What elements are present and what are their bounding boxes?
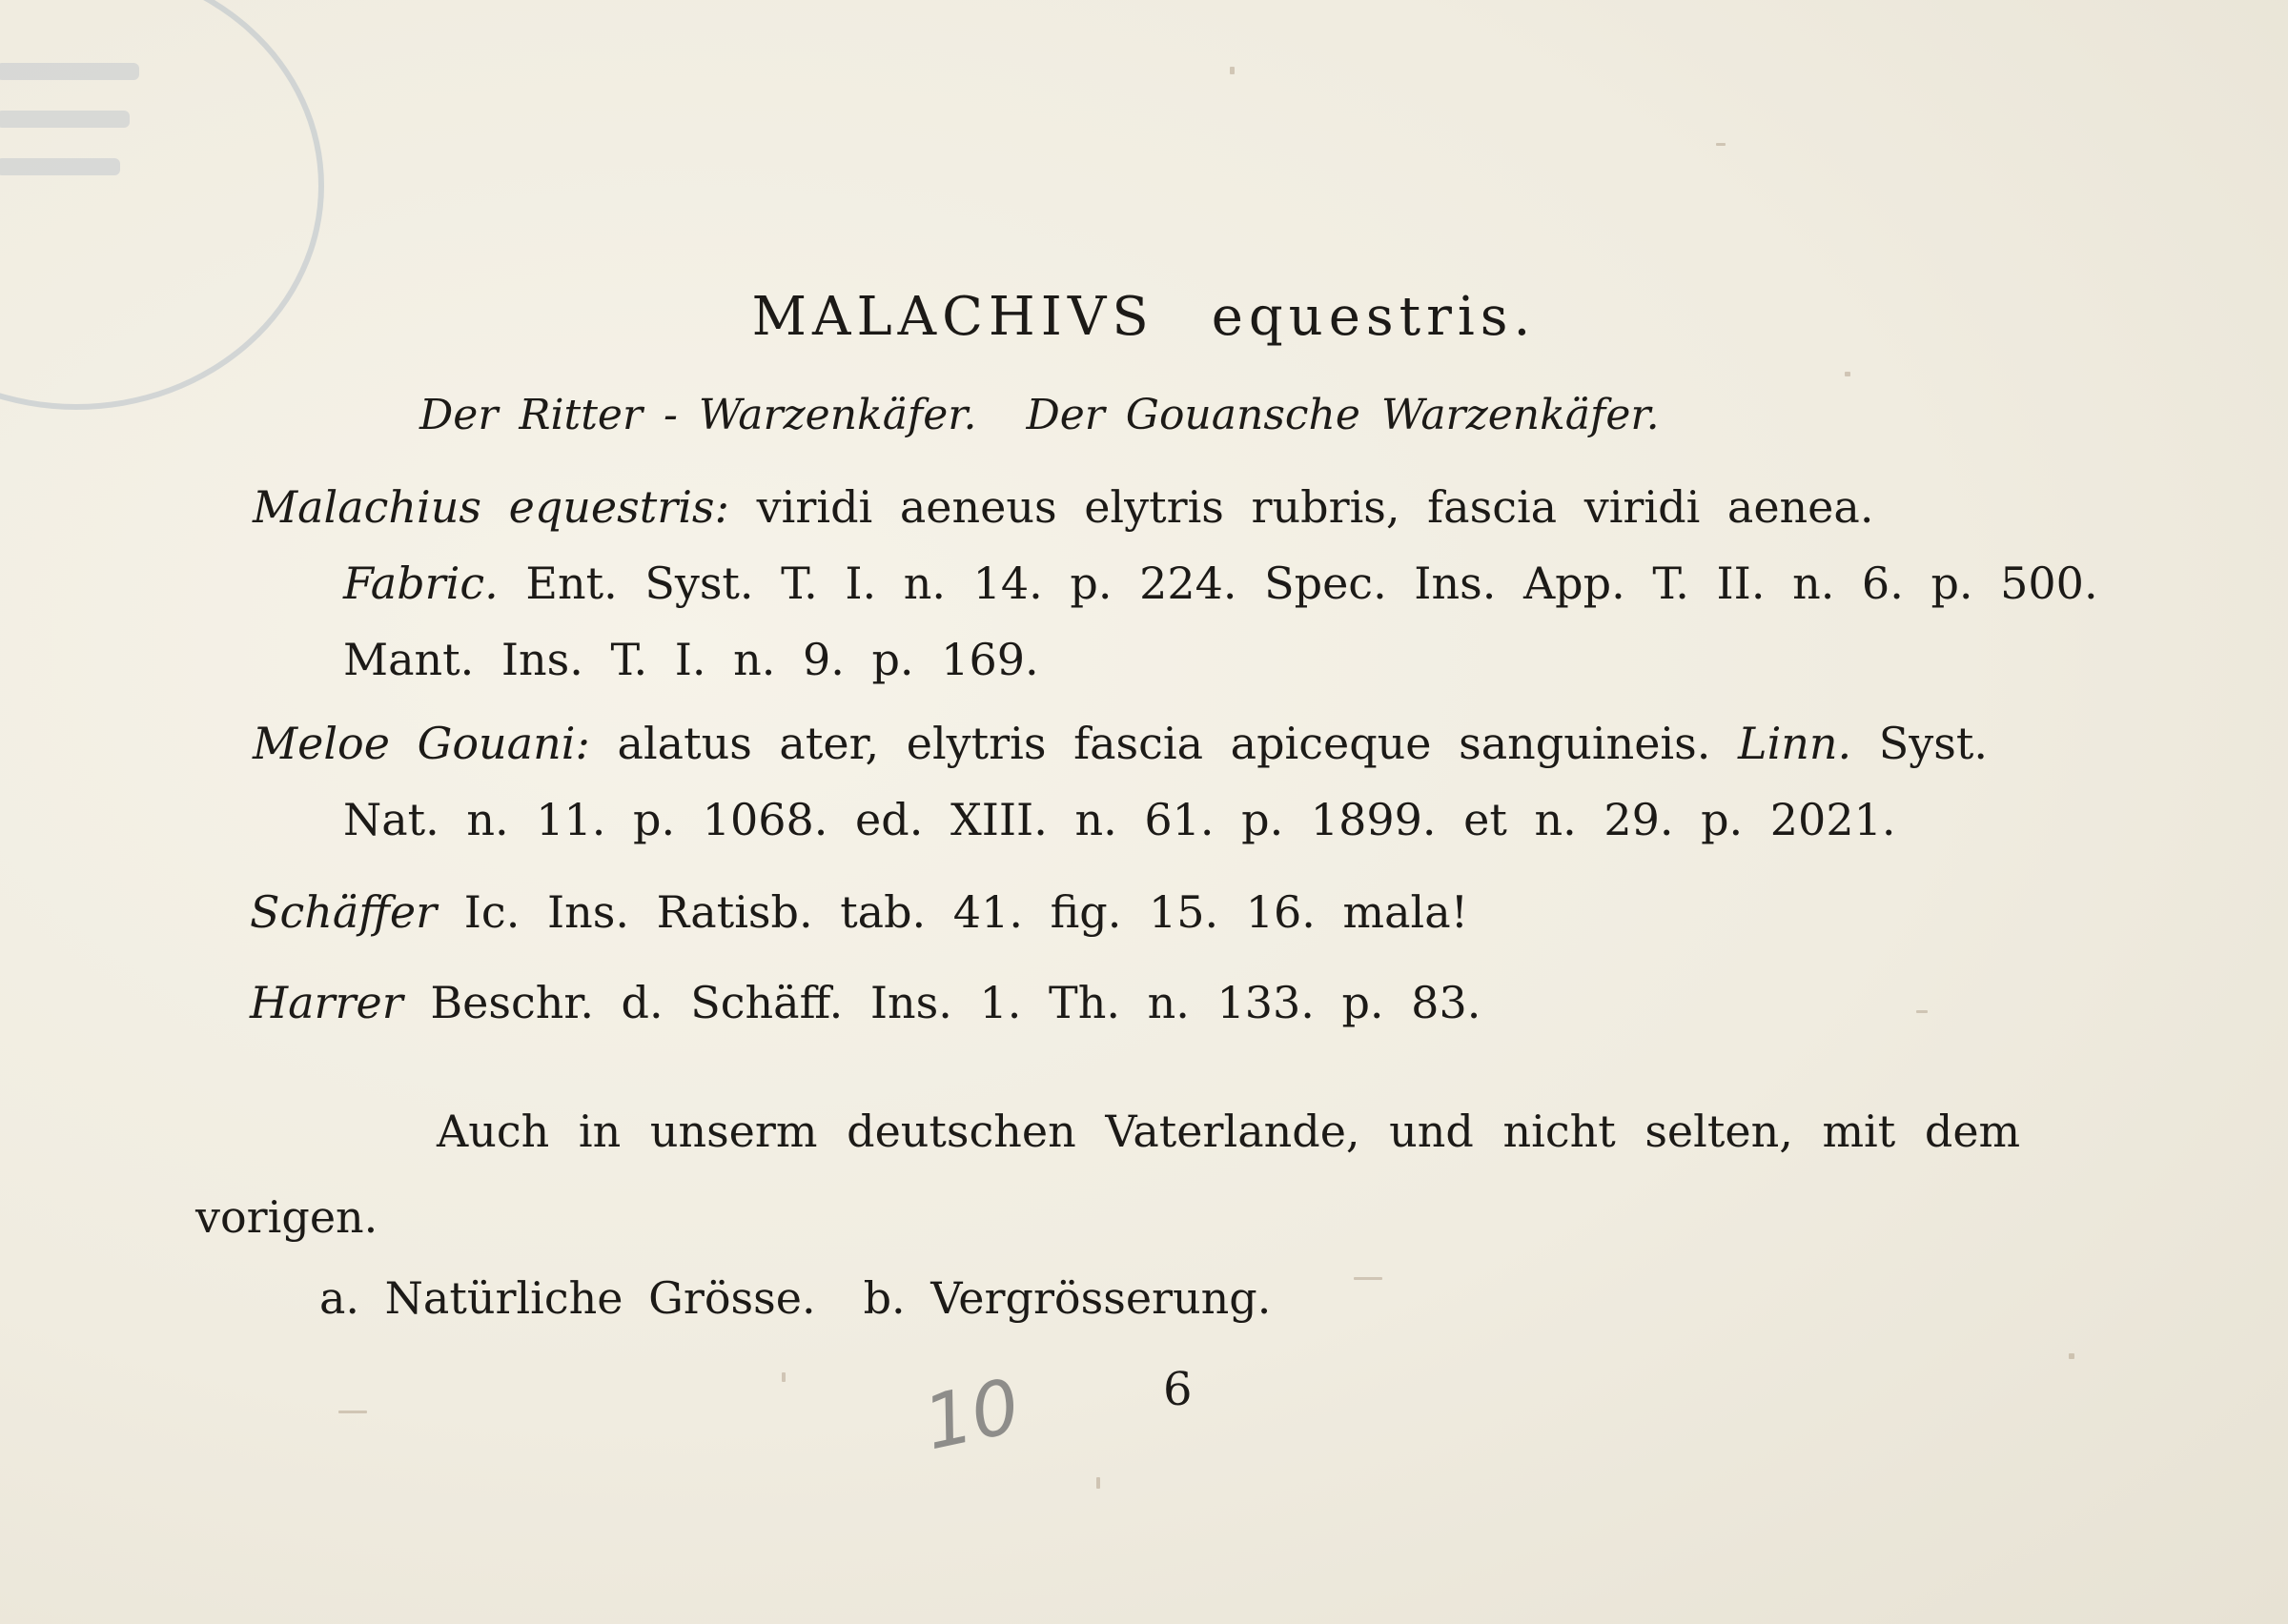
caption-magnification: b. Vergrösserung. — [863, 1272, 1272, 1324]
page-number: 6 — [1163, 1363, 1193, 1416]
author-name: Harrer — [250, 977, 403, 1028]
stamp-text-line — [0, 63, 139, 80]
synonymy-entry — [343, 558, 2098, 609]
pencil-annotation: 10 — [916, 1363, 1028, 1468]
synonymy-entry — [253, 718, 1988, 769]
paper-fleck — [1230, 67, 1235, 74]
paper-fleck — [1716, 143, 1726, 146]
entry-text: Nat. n. 11. p. 1068. ed. XIII. n. 61. p. 1899. et n. 29. p. 2021. — [343, 794, 1896, 845]
figure-caption — [319, 1272, 1271, 1324]
body-text-line: Auch in unserm deutschen Vaterlande, und nicht selten, mit dem — [437, 1106, 2021, 1157]
stamp-text-line — [0, 158, 120, 175]
common-name-first: Der Ritter - Warzenkäfer. — [419, 391, 977, 439]
paper-fleck — [782, 1372, 786, 1382]
paper-fleck — [338, 1411, 367, 1413]
entry-text: alatus ater, elytris fascia apiceque sanguineis. — [617, 718, 1711, 769]
taxon-name: Meloe Gouani: — [253, 718, 590, 769]
body-text-line: vorigen. — [195, 1191, 378, 1243]
paper-fleck — [1354, 1277, 1382, 1280]
taxon-name: Malachius equestris: — [253, 481, 730, 533]
entry-text: Mant. Ins. T. I. n. 9. p. 169. — [343, 634, 1039, 685]
entry-text: Beschr. d. Schäff. Ins. 1. Th. n. 133. p. 83. — [430, 977, 1481, 1028]
genus-name: MALACHIVS — [751, 286, 1154, 348]
entry-text: viridi aeneus elytris rubris, fascia viridi aenea. — [756, 481, 1874, 533]
library-stamp — [0, 0, 324, 410]
species-epithet: equestris. — [1211, 286, 1537, 348]
paper-fleck — [2069, 1353, 2074, 1359]
synonymy-entry — [343, 794, 1895, 845]
entry-text: Ent. Syst. T. I. n. 14. p. 224. Spec. Ins. App. T. II. n. 6. p. 500. — [525, 558, 2098, 609]
paper-fleck — [1916, 1010, 1928, 1013]
paper-fleck — [1096, 1477, 1100, 1489]
paper-fleck — [1845, 372, 1850, 376]
synonymy-entry — [250, 886, 1468, 938]
common-name-second: Der Gouansche Warzenkäfer. — [1026, 391, 1660, 439]
author-name: Schäffer — [250, 886, 438, 938]
synonymy-entry — [253, 481, 1873, 533]
species-title — [0, 286, 2288, 348]
entry-text: Syst. — [1878, 718, 1988, 769]
synonymy-entry — [343, 634, 1039, 685]
caption-natural-size: a. Natürliche Grösse. — [319, 1272, 816, 1324]
stamp-text-line — [0, 111, 130, 128]
author-name: Linn. — [1738, 718, 1852, 769]
entry-text: Ic. Ins. Ratisb. tab. 41. fig. 15. 16. mala! — [463, 886, 1469, 938]
common-names — [419, 391, 1660, 439]
synonymy-entry — [250, 977, 1481, 1028]
author-name: Fabric. — [343, 558, 499, 609]
